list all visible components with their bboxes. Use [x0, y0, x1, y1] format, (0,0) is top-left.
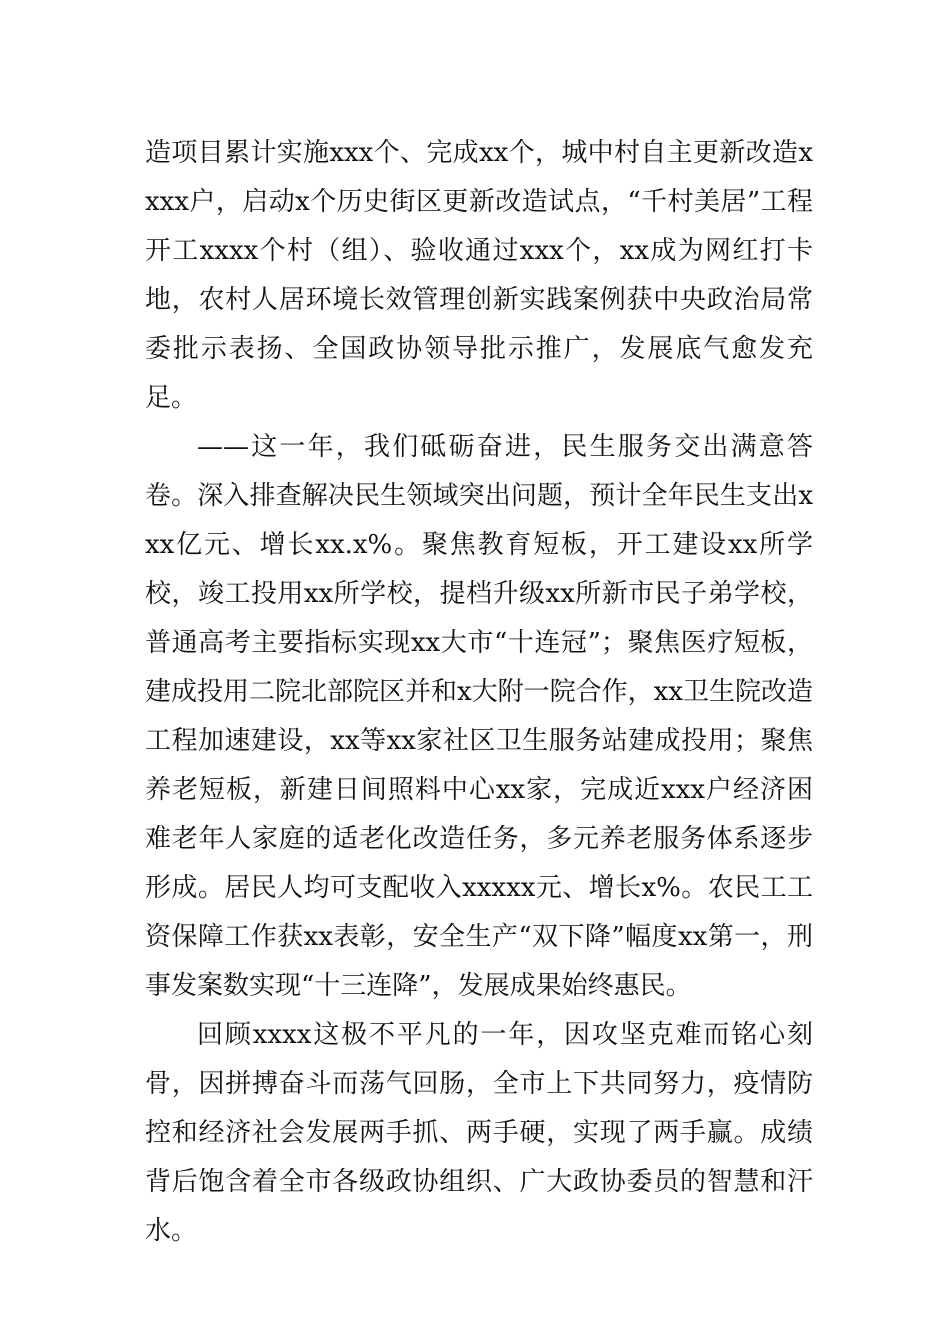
document-body	[145, 129, 813, 1256]
paragraph-livelihood: ——这一年，我们砥砺奋进，民生服务交出满意答卷。深入排查解决民生领域突出问题，预计全年民生支出xxx亿元、增长xx.x%。聚焦教育短板，开工建设xx所学校，竣工投用xx所学校，提档升级xx所新市民子弟学校，普通高考主要指标实现xx大市“十连冠”；聚焦医疗短板，建成投用二院北部院区并和x大附一院合作，xx卫生院改造工程加速建设，xx等xx家社区卫生服务站建成投用；聚焦养老短板，新建日间照料中心xx家，完成近xxx户经济困难老年人家庭的适老化改造任务，多元养老服务体系逐步形成。居民人均可支配收入xxxxx元、增长x%。农民工工资保障工作获xx表彰，安全生产“双下降”幅度xx第一，刑事发案数实现“十三连降”，发展成果始终惠民。	[145, 432, 813, 1001]
paragraph-review: 回顾xxxx这极不平凡的一年，因攻坚克难而铭心刻骨，因拼搏奋斗而荡气回肠，全市上下共同努力，疫情防控和经济社会发展两手抓、两手硬，实现了两手赢。成绩背后饱含着全市各级政协组织、广大政协委员的智慧和汗水。	[145, 1020, 813, 1246]
paragraph-continued: 造项目累计实施xxx个、完成xx个，城中村自主更新改造xxxx户，启动x个历史街区更新改造试点，“千村美居”工程开工xxxx个村（组）、验收通过xxx个，xx成为网红打卡地，农村人居环境长效管理创新实践案例获中央政治局常委批示表扬、全国政协领导批示推广，发展底气愈发充足。	[145, 138, 813, 413]
